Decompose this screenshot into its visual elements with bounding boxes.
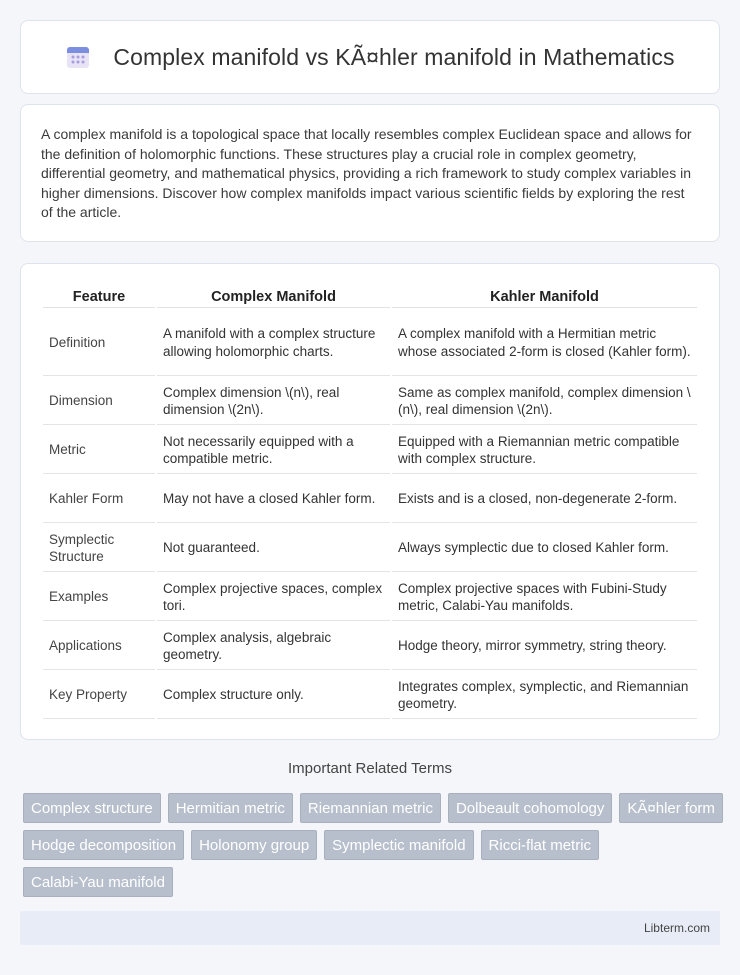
kahler-manifold-cell: Complex projective spaces with Fubini-Study metric, Calabi-Yau manifolds.: [392, 574, 697, 621]
feature-cell: Applications: [43, 623, 155, 670]
complex-manifold-cell: Complex analysis, algebraic geometry.: [157, 623, 390, 670]
table-header-row: [43, 286, 697, 308]
related-term-tag[interactable]: KÃ¤hler form: [619, 793, 723, 823]
related-term-tag[interactable]: Complex structure: [23, 793, 161, 823]
kahler-manifold-cell: Equipped with a Riemannian metric compatible with complex structure.: [392, 427, 697, 474]
footer-site-link[interactable]: Libterm.com: [643, 921, 710, 935]
intro-text: A complex manifold is a topological space that locally resembles complex Euclidean space and allows for the definition of holomorphic functions. These structures play a crucial role in complex geometry, differential geometry, and mathematical physics, providing a rich framework to study complex variables in higher dimensions. Discover how complex manifolds impact various scientific fields by exploring the rest of the article.: [41, 126, 692, 221]
header-feature: Feature: [43, 286, 155, 308]
kahler-manifold-cell: Same as complex manifold, complex dimension \(n\), real dimension \(2n\).: [392, 378, 697, 425]
table-row: [43, 574, 697, 621]
feature-cell: Dimension: [43, 378, 155, 425]
complex-manifold-cell: Complex structure only.: [157, 672, 390, 719]
header-kahler-manifold: Kahler Manifold: [392, 286, 697, 308]
feature-cell: Kahler Form: [43, 476, 155, 523]
header-card: [20, 20, 720, 94]
related-term-tag[interactable]: Holonomy group: [191, 830, 317, 860]
table-row: [43, 476, 697, 523]
feature-cell: Definition: [43, 310, 155, 376]
related-term-tag[interactable]: Calabi-Yau manifold: [23, 867, 173, 897]
footer: [20, 911, 720, 945]
complex-manifold-cell: Not necessarily equipped with a compatible metric.: [157, 427, 390, 474]
complex-manifold-cell: Not guaranteed.: [157, 525, 390, 572]
table-row: [43, 427, 697, 474]
table-row: [43, 623, 697, 670]
table-row: [43, 672, 697, 719]
related-term-tag[interactable]: Riemannian metric: [300, 793, 441, 823]
kahler-manifold-cell: Always symplectic due to closed Kahler form.: [392, 525, 697, 572]
related-terms-title: Important Related Terms: [288, 760, 452, 777]
feature-cell: Metric: [43, 427, 155, 474]
related-terms-list: [23, 793, 723, 897]
table-row: [43, 378, 697, 425]
kahler-manifold-cell: Integrates complex, symplectic, and Riemannian geometry.: [392, 672, 697, 719]
table-row: [43, 525, 697, 572]
kahler-manifold-cell: Hodge theory, mirror symmetry, string theory.: [392, 623, 697, 670]
complex-manifold-cell: Complex projective spaces, complex tori.: [157, 574, 390, 621]
feature-cell: Examples: [43, 574, 155, 621]
calendar-icon: [65, 44, 91, 70]
related-term-tag[interactable]: Dolbeault cohomology: [448, 793, 612, 823]
comparison-table-card: [20, 263, 720, 740]
feature-cell: Symplectic Structure: [43, 525, 155, 572]
page-title: Complex manifold vs KÃ¤hler manifold in Mathematics: [113, 43, 675, 70]
comparison-table: [41, 284, 699, 721]
complex-manifold-cell: May not have a closed Kahler form.: [157, 476, 390, 523]
related-term-tag[interactable]: Ricci-flat metric: [481, 830, 600, 860]
complex-manifold-cell: Complex dimension \(n\), real dimension \(2n\).: [157, 378, 390, 425]
related-term-tag[interactable]: Hermitian metric: [168, 793, 293, 823]
complex-manifold-cell: A manifold with a complex structure allowing holomorphic charts.: [157, 310, 390, 376]
kahler-manifold-cell: Exists and is a closed, non-degenerate 2-form.: [392, 476, 697, 523]
intro-card: [20, 104, 720, 242]
header-complex-manifold: Complex Manifold: [157, 286, 390, 308]
feature-cell: Key Property: [43, 672, 155, 719]
kahler-manifold-cell: A complex manifold with a Hermitian metric whose associated 2-form is closed (Kahler form).: [392, 310, 697, 376]
table-row: [43, 310, 697, 376]
related-term-tag[interactable]: Hodge decomposition: [23, 830, 184, 860]
related-term-tag[interactable]: Symplectic manifold: [324, 830, 473, 860]
